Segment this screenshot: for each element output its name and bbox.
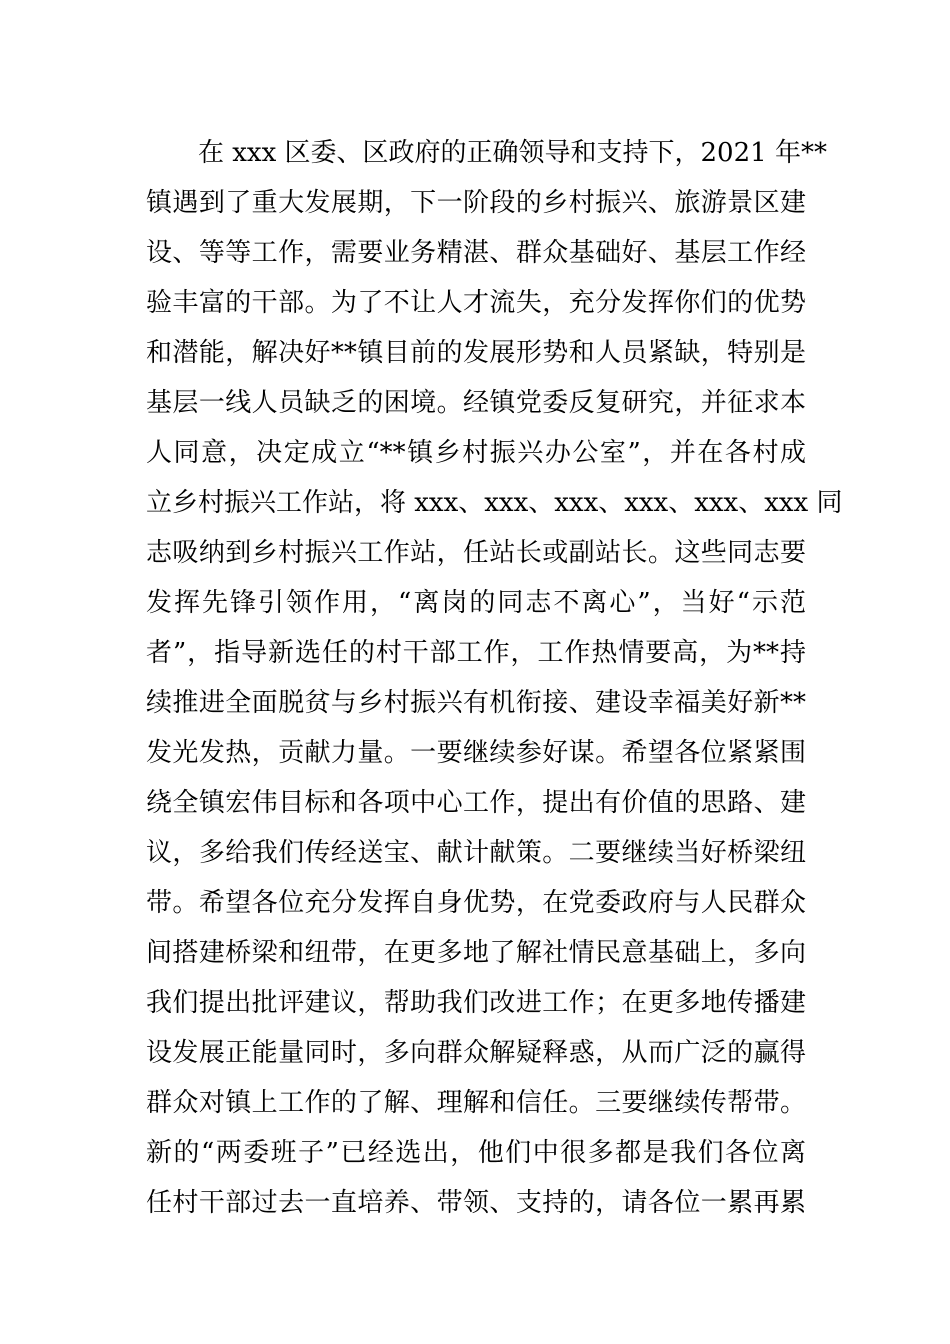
text-line: 设、等等工作，需要业务精湛、群众基础好、基层工作经 bbox=[146, 238, 806, 268]
text-line: 人同意，决定成立“**镇乡村振兴办公室”，并在各村成 bbox=[146, 438, 806, 468]
text-line: 者”，指导新选任的村干部工作，工作热情要高，为**持 bbox=[146, 638, 806, 668]
text-line: 在 xxx 区委、区政府的正确领导和支持下，2021 年** bbox=[198, 138, 827, 168]
text-line: 验丰富的干部。为了不让人才流失，充分发挥你们的优势 bbox=[146, 288, 806, 318]
body-paragraph bbox=[146, 128, 843, 1228]
text-line: 发光发热，贡献力量。一要继续参好谋。希望各位紧紧围 bbox=[146, 738, 806, 768]
text-line: 基层一线人员缺乏的困境。经镇党委反复研究，并征求本 bbox=[146, 388, 806, 418]
text-line: 立乡村振兴工作站，将 xxx、xxx、xxx、xxx、xxx、xxx 同 bbox=[146, 488, 843, 518]
text-line: 议，多给我们传经送宝、献计献策。二要继续当好桥梁纽 bbox=[146, 838, 806, 868]
text-line: 间搭建桥梁和纽带，在更多地了解社情民意基础上，多向 bbox=[146, 938, 806, 968]
text-line: 镇遇到了重大发展期，下一阶段的乡村振兴、旅游景区建 bbox=[146, 188, 806, 218]
text-line: 发挥先锋引领作用，“离岗的同志不离心”，当好“示范 bbox=[146, 588, 806, 618]
text-line: 续推进全面脱贫与乡村振兴有机衔接、建设幸福美好新** bbox=[146, 688, 806, 718]
text-line: 我们提出批评建议，帮助我们改进工作；在更多地传播建 bbox=[146, 988, 806, 1018]
text-line: 志吸纳到乡村振兴工作站，任站长或副站长。这些同志要 bbox=[146, 538, 806, 568]
text-line: 绕全镇宏伟目标和各项中心工作，提出有价值的思路、建 bbox=[146, 788, 806, 818]
text-line: 带。希望各位充分发挥自身优势，在党委政府与人民群众 bbox=[146, 888, 806, 918]
text-line: 设发展正能量同时，多向群众解疑释惑，从而广泛的赢得 bbox=[146, 1038, 806, 1068]
text-line: 和潜能，解决好**镇目前的发展形势和人员紧缺，特别是 bbox=[146, 338, 806, 368]
text-line: 任村干部过去一直培养、带领、支持的，请各位一累再累 bbox=[146, 1188, 806, 1218]
text-line: 新的“两委班子”已经选出，他们中很多都是我们各位离 bbox=[146, 1138, 806, 1168]
text-line: 群众对镇上工作的了解、理解和信任。三要继续传帮带。 bbox=[146, 1088, 806, 1118]
